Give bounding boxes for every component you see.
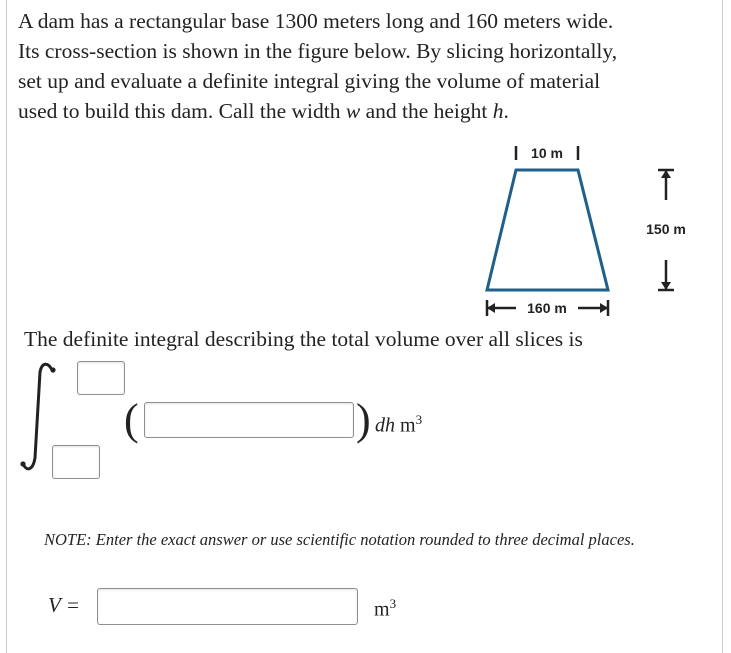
left-paren: ( bbox=[124, 395, 139, 444]
volume-label bbox=[48, 593, 80, 618]
problem-line-2: Its cross-section is shown in the figure below. By slicing horizontally, bbox=[18, 39, 618, 63]
differential-and-unit bbox=[375, 412, 422, 438]
problem-line-4-end: . bbox=[503, 99, 509, 123]
top-width-label: 10 m bbox=[531, 145, 563, 161]
problem-line-4-mid: and the height bbox=[360, 99, 493, 123]
dam-cross-section-figure bbox=[480, 140, 700, 330]
volume-unit-text: m bbox=[374, 598, 390, 621]
var-h: h bbox=[492, 99, 504, 123]
right-paren: ) bbox=[356, 395, 371, 444]
problem-line-3: set up and evaluate a definite integral giving the volume of material bbox=[18, 69, 601, 93]
volume-input[interactable] bbox=[97, 588, 358, 625]
dam-trapezoid bbox=[487, 170, 608, 290]
problem-line-4-pre: used to build this dam. Call the width bbox=[18, 99, 346, 123]
lower-limit-input[interactable] bbox=[52, 445, 100, 479]
upper-limit-input[interactable] bbox=[77, 361, 125, 395]
integral-prompt: The definite integral describing the total volume over all slices is bbox=[24, 327, 583, 351]
problem-statement bbox=[18, 6, 713, 126]
bottom-width-label: 160 m bbox=[527, 300, 567, 316]
volume-label-text: V = bbox=[48, 593, 80, 617]
note-text: NOTE: Enter the exact answer or use scientific notation rounded to three decimal places. bbox=[44, 530, 635, 549]
integral-unit: m bbox=[400, 414, 416, 437]
volume-unit-exp: 3 bbox=[389, 596, 397, 611]
integral-unit-exp: 3 bbox=[415, 412, 423, 427]
height-label: 150 m bbox=[646, 221, 686, 237]
var-w: w bbox=[345, 99, 361, 123]
problem-line-4 bbox=[18, 96, 713, 126]
integrand-input[interactable] bbox=[144, 402, 354, 438]
problem-line-1: A dam has a rectangular base 1300 meters long and 160 meters wide. bbox=[18, 9, 614, 33]
volume-unit bbox=[374, 596, 396, 622]
differential: dh bbox=[375, 414, 395, 437]
